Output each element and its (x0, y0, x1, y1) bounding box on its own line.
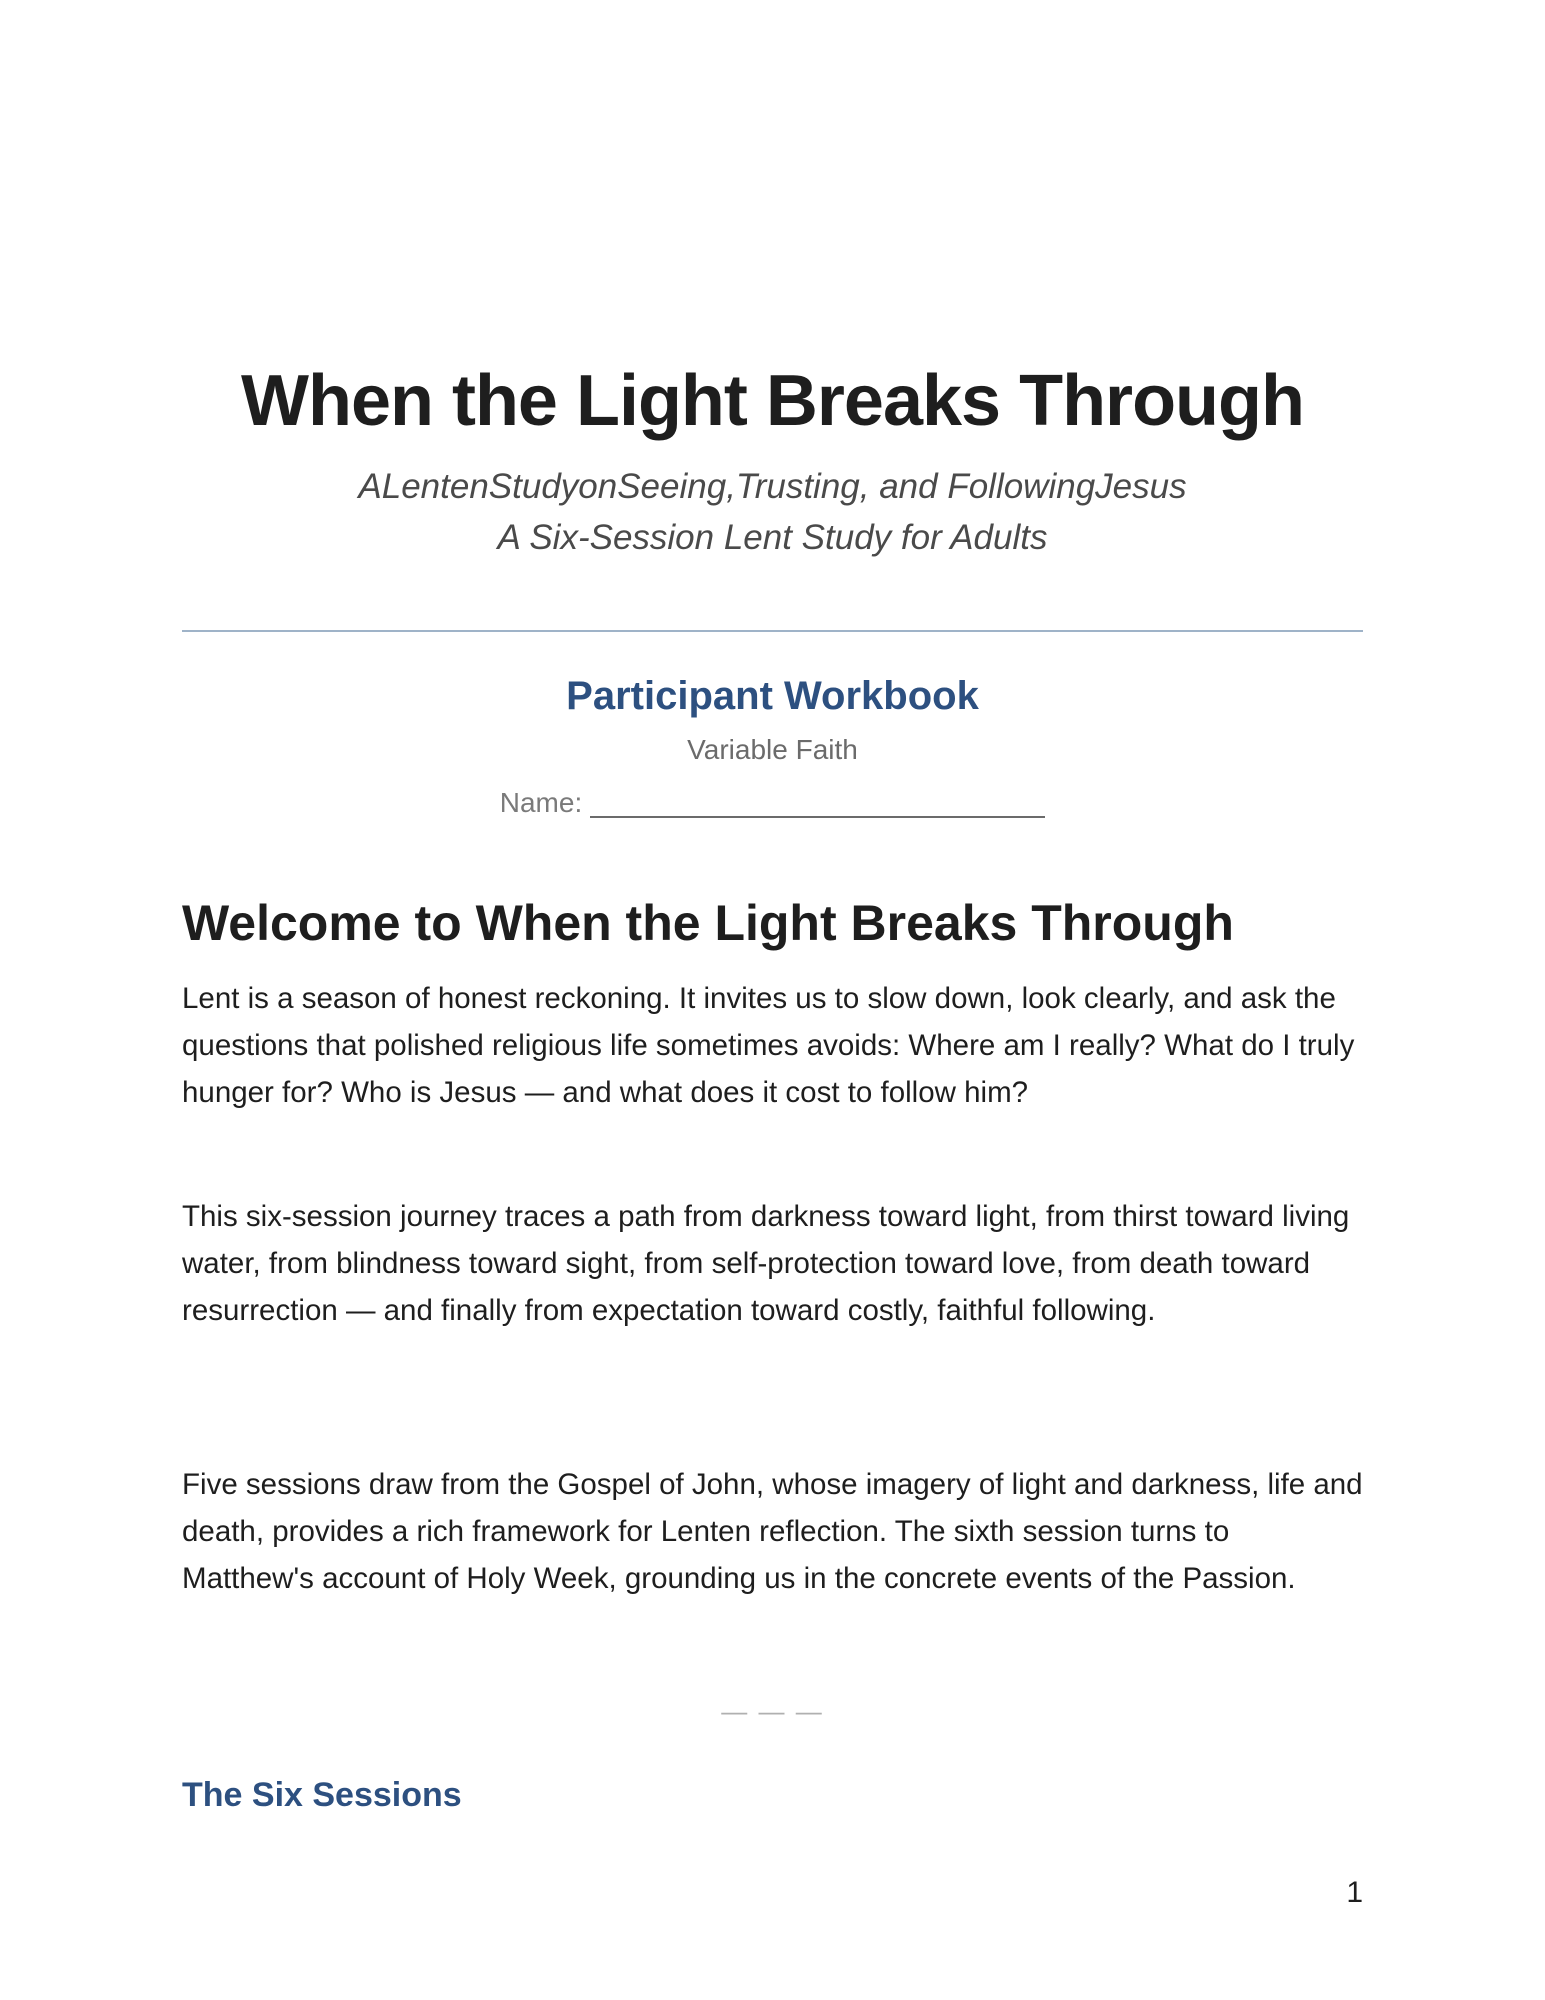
welcome-paragraph-1: Lent is a season of honest reckoning. It invites us to slow down, look clearly, and ask the questions that polished religious life sometimes avoids: Where am I really? What do I truly hunger for? Who is Jesus — and what does it cost to follow him? (182, 982, 1355, 1109)
section-break: — — — (721, 1696, 824, 1726)
document-title: When the Light Breaks Through (241, 361, 1304, 441)
sessions-heading: The Six Sessions (182, 1776, 462, 1814)
author-name: Variable Faith (687, 734, 858, 765)
name-field (182, 787, 1363, 819)
welcome-heading: Welcome to When the Light Breaks Through (182, 895, 1234, 951)
welcome-paragraph-3: Five sessions draw from the Gospel of John, whose imagery of light and darkness, life and death, provides a rich framework for Lenten reflection. The sixth session turns to Matthew's account of Holy Week, grounding us in the concrete events of the Passion. (182, 1468, 1363, 1595)
page-number: 1 (1346, 1876, 1363, 1909)
subtitle-line-2: A Six-Session Lent Study for Adults (497, 518, 1048, 557)
name-label: Name: (499, 787, 583, 818)
name-blank-line (590, 788, 1045, 818)
horizontal-divider (182, 630, 1363, 632)
subtitle-line-1: ALentenStudyonSeeing,Trusting, and FollowingJesus (358, 467, 1187, 506)
workbook-title: Participant Workbook (566, 674, 979, 718)
welcome-paragraph-2: This six-session journey traces a path from darkness toward light, from thirst toward living water, from blindness toward sight, from self-protection toward love, from death toward resurrection — and finally from expectation toward costly, faithful following. (182, 1200, 1350, 1327)
